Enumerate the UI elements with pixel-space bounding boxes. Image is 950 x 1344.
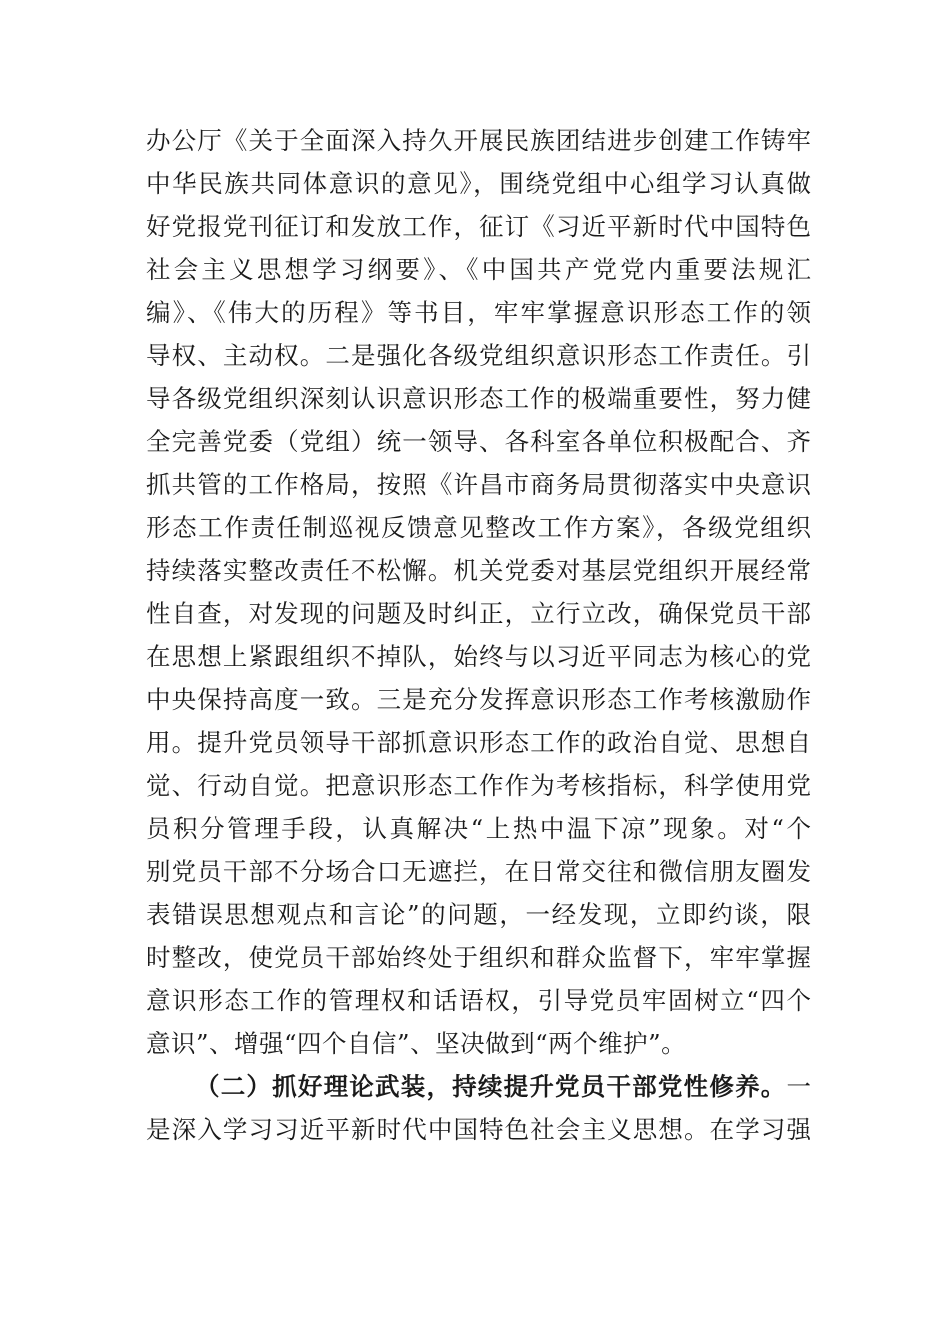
text-line: 用。提升党员领导干部抓意识形态工作的政治自觉、思想自 xyxy=(146,728,811,757)
section-heading-line xyxy=(146,1065,811,1108)
text-line: 抓共管的工作格局，按照《许昌市商务局贯彻落实中央意识 xyxy=(146,470,811,499)
text-line: 觉、行动自觉。把意识形态工作作为考核指标，科学使用党 xyxy=(146,771,811,800)
text-line: 中央保持高度一致。三是充分发挥意识形态工作考核激励作 xyxy=(146,685,811,714)
text-line: 好党报党刊征订和发放工作，征订《习近平新时代中国特色 xyxy=(146,212,811,241)
text-line: 社会主义思想学习纲要》、《中国共产党党内重要法规汇 xyxy=(146,255,811,284)
text-line: 意识”、增强“四个自信”、坚决做到“两个维护”。 xyxy=(146,1029,687,1058)
text-line: 别党员干部不分场合口无遮拦，在日常交往和微信朋友圈发 xyxy=(146,857,811,886)
text-line: 性自查，对发现的问题及时纠正，立行立改，确保党员干部 xyxy=(146,599,811,628)
body-text xyxy=(146,119,811,1151)
text-line: 办公厅《关于全面深入持久开展民族团结进步创建工作铸牢 xyxy=(146,126,811,155)
text-line: 中华民族共同体意识的意见》，围绕党组中心组学习认真做 xyxy=(146,169,811,198)
text-line: 全完善党委（党组）统一领导、各科室各单位积极配合、齐 xyxy=(146,427,811,456)
text-line: 编》、《伟大的历程》等书目，牢牢掌握意识形态工作的领 xyxy=(146,298,811,327)
section-heading: （二）抓好理论武装，持续提升党员干部党性修养。 xyxy=(195,1072,787,1101)
text-line: 时整改，使党员干部始终处于组织和群众监督下，牢牢掌握 xyxy=(146,943,811,972)
text-line: 持续落实整改责任不松懈。机关党委对基层党组织开展经常 xyxy=(146,556,811,585)
text-line: 在思想上紧跟组织不掉队，始终与以习近平同志为核心的党 xyxy=(146,642,811,671)
text-line: 导权、主动权。二是强化各级党组织意识形态工作责任。引 xyxy=(146,341,811,370)
text-line: 导各级党组织深刻认识意识形态工作的极端重要性，努力健 xyxy=(146,384,811,413)
text-line: 员积分管理手段，认真解决“上热中温下凉”现象。对“个 xyxy=(146,814,811,843)
text-line: 意识形态工作的管理权和话语权，引导党员牢固树立“四个 xyxy=(146,986,811,1015)
text-line: 表错误思想观点和言论”的问题，一经发现，立即约谈，限 xyxy=(146,900,811,929)
text-fragment: 一 xyxy=(786,1072,811,1101)
text-line: 是深入学习习近平新时代中国特色社会主义思想。在学习强 xyxy=(146,1115,811,1144)
text-line: 形态工作责任制巡视反馈意见整改工作方案》，各级党组织 xyxy=(146,513,811,542)
